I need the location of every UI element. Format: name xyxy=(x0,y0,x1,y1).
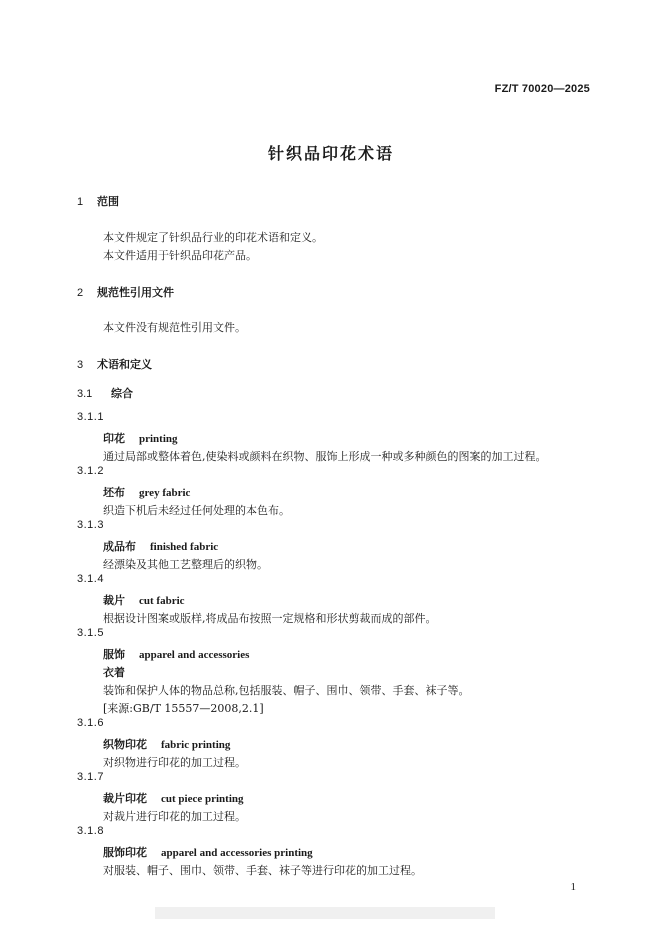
term-entry xyxy=(103,646,249,662)
term-entry xyxy=(103,736,230,752)
term-number: 3.1.4 xyxy=(77,573,104,585)
term-en: apparel and accessories printing xyxy=(161,847,313,859)
term-number: 3.1.1 xyxy=(77,411,104,423)
term-en: grey fabric xyxy=(139,487,191,499)
watermark-band xyxy=(155,907,495,919)
scope-paragraph-2: 本文件适用于针织品印花产品。 xyxy=(103,249,257,262)
term-synonym-zh: 衣着 xyxy=(103,666,125,679)
term-en: cut fabric xyxy=(139,595,185,607)
term-definition: 对裁片进行印花的加工过程。 xyxy=(103,810,246,823)
term-number: 3.1.3 xyxy=(77,519,104,531)
section-number: 2 xyxy=(77,287,84,299)
page-number: 1 xyxy=(570,881,576,893)
term-zh: 织物印花 xyxy=(103,738,147,751)
section-heading-normative-references xyxy=(77,284,174,300)
term-entry xyxy=(103,484,190,500)
term-definition: 装饰和保护人体的物品总称,包括服装、帽子、围巾、领带、手套、袜子等。 xyxy=(103,684,470,697)
document-title: 针织品印花术语 xyxy=(267,144,394,163)
term-definition: 对服装、帽子、围巾、领带、手套、袜子等进行印花的加工过程。 xyxy=(103,864,422,877)
term-definition: 织造下机后未经过任何处理的本色布。 xyxy=(103,504,290,517)
section-title: 范围 xyxy=(97,195,119,208)
term-entry xyxy=(103,538,218,554)
scope-paragraph-1: 本文件规定了针织品行业的印花术语和定义。 xyxy=(103,231,323,244)
term-number: 3.1.8 xyxy=(77,825,104,837)
term-zh: 服饰 xyxy=(103,648,125,661)
term-number: 3.1.6 xyxy=(77,717,104,729)
term-entry xyxy=(103,790,244,806)
subsection-title: 综合 xyxy=(111,387,133,400)
term-en: finished fabric xyxy=(150,541,219,553)
term-definition: 通过局部或整体着色,使染料或颜料在织物、服饰上形成一种或多种颜色的图案的加工过程。 xyxy=(103,450,547,463)
term-definition: 经漂染及其他工艺整理后的织物。 xyxy=(103,558,268,571)
term-zh: 成品布 xyxy=(103,540,136,553)
section-title: 术语和定义 xyxy=(97,358,152,371)
term-entry xyxy=(103,430,178,446)
section-heading-terms-definitions xyxy=(77,356,152,372)
term-number: 3.1.5 xyxy=(77,627,104,639)
term-number: 3.1.2 xyxy=(77,465,104,477)
term-entry xyxy=(103,592,185,608)
references-paragraph: 本文件没有规范性引用文件。 xyxy=(103,321,246,334)
term-entry xyxy=(103,844,313,860)
term-en: cut piece printing xyxy=(161,793,244,805)
section-title: 规范性引用文件 xyxy=(97,286,174,299)
term-zh: 服饰印花 xyxy=(103,846,147,859)
section-number: 1 xyxy=(77,196,84,208)
term-synonym xyxy=(103,664,125,680)
term-zh: 裁片印花 xyxy=(103,792,147,805)
term-en: fabric printing xyxy=(161,739,231,751)
subsection-heading-general xyxy=(77,385,133,401)
term-zh: 印花 xyxy=(103,432,125,445)
term-zh: 裁片 xyxy=(103,594,125,607)
section-number: 3 xyxy=(77,359,84,371)
term-en: printing xyxy=(139,433,178,445)
term-definition: 对织物进行印花的加工过程。 xyxy=(103,756,246,769)
standard-number: FZ/T 70020—2025 xyxy=(494,83,590,95)
term-number: 3.1.7 xyxy=(77,771,104,783)
term-definition: 根据设计图案或版样,将成品布按照一定规格和形状剪裁而成的部件。 xyxy=(103,612,437,625)
section-heading-scope xyxy=(77,193,119,209)
term-en: apparel and accessories xyxy=(139,649,250,661)
subsection-number: 3.1 xyxy=(77,388,93,400)
term-source: [来源:GB/T 15557—2008,2.1] xyxy=(103,702,264,715)
term-zh: 坯布 xyxy=(103,486,125,499)
